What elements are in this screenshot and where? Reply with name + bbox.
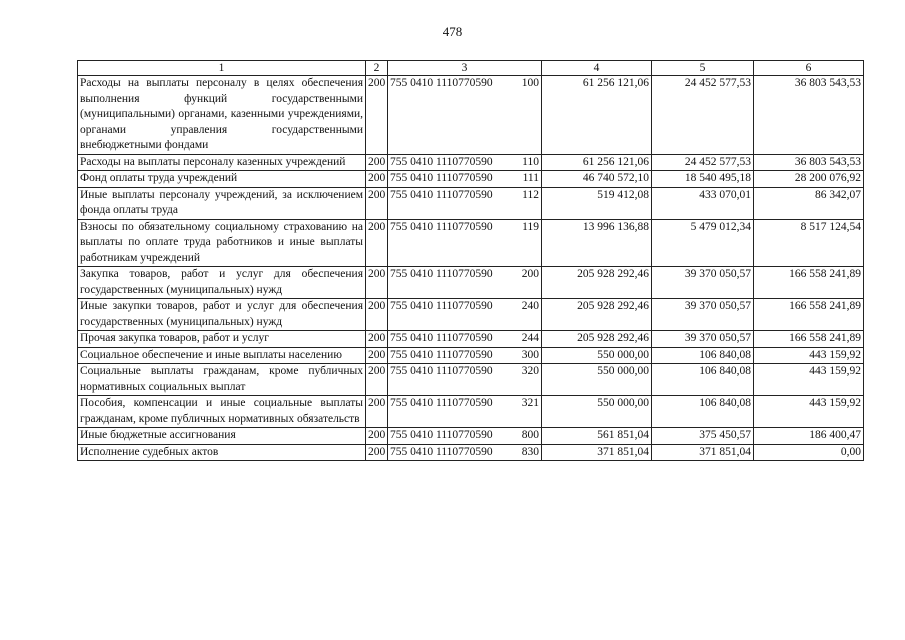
table-row — [78, 267, 864, 299]
row-unexecuted-amount: 166 558 241,89 — [754, 267, 864, 299]
row-chapter-code: 200 — [366, 76, 388, 155]
row-expense-type-code: 320 — [521, 365, 539, 377]
row-chapter-code: 200 — [366, 331, 388, 348]
row-chapter-code: 200 — [366, 187, 388, 219]
row-unexecuted-amount: 86 342,07 — [754, 187, 864, 219]
row-chapter-code: 200 — [366, 267, 388, 299]
row-approved-amount: 561 851,04 — [542, 428, 652, 445]
row-budget-code — [388, 299, 542, 331]
row-classification-code: 755 0410 1110770590 — [390, 188, 493, 201]
row-chapter-code: 200 — [366, 428, 388, 445]
row-expense-type-code: 110 — [522, 155, 539, 168]
row-name: Расходы на выплаты персоналу в целях обеспечения выполнения функций государственными (муниципальными) органами, казенными учреждениями, органами управления государственными внебюджетными фондами — [78, 76, 366, 155]
header-cell: 5 — [652, 61, 754, 76]
row-unexecuted-amount: 0,00 — [754, 444, 864, 461]
row-approved-amount: 550 000,00 — [542, 396, 652, 428]
table-row — [78, 364, 864, 396]
row-approved-amount: 519 412,08 — [542, 187, 652, 219]
row-budget-code — [388, 76, 542, 155]
row-expense-type-code: 240 — [521, 300, 539, 312]
row-approved-amount: 61 256 121,06 — [542, 154, 652, 171]
row-unexecuted-amount: 166 558 241,89 — [754, 331, 864, 348]
row-unexecuted-amount: 28 200 076,92 — [754, 171, 864, 188]
header-cell: 1 — [78, 61, 366, 76]
row-classification-code: 755 0410 1110770590 — [390, 77, 493, 89]
header-cell: 2 — [366, 61, 388, 76]
row-classification-code: 755 0410 1110770590 — [390, 365, 493, 377]
row-executed-amount: 24 452 577,53 — [652, 154, 754, 171]
row-approved-amount: 371 851,04 — [542, 444, 652, 461]
row-chapter-code: 200 — [366, 364, 388, 396]
row-budget-code — [388, 428, 542, 445]
row-approved-amount: 205 928 292,46 — [542, 267, 652, 299]
table-row — [78, 347, 864, 364]
row-budget-code — [388, 219, 542, 267]
row-budget-code — [388, 331, 542, 348]
row-budget-code — [388, 187, 542, 219]
row-name: Пособия, компенсации и иные социальные выплаты гражданам, кроме публичных нормативных обязательств — [78, 396, 366, 428]
row-classification-code: 755 0410 1110770590 — [390, 332, 493, 344]
row-name: Расходы на выплаты персоналу казенных учреждений — [78, 154, 366, 171]
row-classification-code: 755 0410 1110770590 — [390, 155, 493, 168]
table-row — [78, 187, 864, 219]
row-name: Иные выплаты персоналу учреждений, за исключением фонда оплаты труда — [78, 187, 366, 219]
row-unexecuted-amount: 443 159,92 — [754, 347, 864, 364]
row-executed-amount: 375 450,57 — [652, 428, 754, 445]
row-executed-amount: 106 840,08 — [652, 396, 754, 428]
row-expense-type-code: 244 — [521, 332, 539, 344]
row-expense-type-code: 111 — [522, 172, 539, 184]
row-name: Исполнение судебных актов — [78, 444, 366, 461]
row-unexecuted-amount: 36 803 543,53 — [754, 76, 864, 155]
row-chapter-code: 200 — [366, 396, 388, 428]
row-name: Иные закупки товаров, работ и услуг для обеспечения государственных (муниципальных) нужд — [78, 299, 366, 331]
row-executed-amount: 39 370 050,57 — [652, 299, 754, 331]
row-executed-amount: 39 370 050,57 — [652, 331, 754, 348]
row-expense-type-code: 800 — [521, 429, 539, 441]
row-chapter-code: 200 — [366, 444, 388, 461]
row-chapter-code: 200 — [366, 219, 388, 267]
row-approved-amount: 550 000,00 — [542, 364, 652, 396]
row-budget-code — [388, 154, 542, 171]
row-approved-amount: 550 000,00 — [542, 347, 652, 364]
row-classification-code: 755 0410 1110770590 — [390, 172, 493, 184]
row-executed-amount: 371 851,04 — [652, 444, 754, 461]
row-chapter-code: 200 — [366, 299, 388, 331]
row-expense-type-code: 321 — [521, 397, 539, 409]
row-unexecuted-amount: 36 803 543,53 — [754, 154, 864, 171]
header-row — [78, 61, 864, 76]
table-row — [78, 299, 864, 331]
row-executed-amount: 5 479 012,34 — [652, 219, 754, 267]
row-approved-amount: 13 996 136,88 — [542, 219, 652, 267]
header-cell: 4 — [542, 61, 652, 76]
row-approved-amount: 46 740 572,10 — [542, 171, 652, 188]
row-executed-amount: 433 070,01 — [652, 187, 754, 219]
row-name: Фонд оплаты труда учреждений — [78, 171, 366, 188]
row-chapter-code: 200 — [366, 347, 388, 364]
row-classification-code: 755 0410 1110770590 — [390, 445, 493, 458]
row-budget-code — [388, 364, 542, 396]
row-classification-code: 755 0410 1110770590 — [390, 348, 493, 361]
table-row — [78, 219, 864, 267]
row-budget-code — [388, 444, 542, 461]
row-unexecuted-amount: 186 400,47 — [754, 428, 864, 445]
row-name: Социальные выплаты гражданам, кроме публичных нормативных социальных выплат — [78, 364, 366, 396]
row-name: Закупка товаров, работ и услуг для обеспечения государственных (муниципальных) нужд — [78, 267, 366, 299]
budget-table — [77, 60, 864, 461]
header-cell: 3 — [388, 61, 542, 76]
table-row — [78, 428, 864, 445]
page-number: 478 — [442, 24, 463, 39]
header-cell: 6 — [754, 61, 864, 76]
row-name: Социальное обеспечение и иные выплаты населению — [78, 347, 366, 364]
table-row — [78, 154, 864, 171]
row-executed-amount: 106 840,08 — [652, 364, 754, 396]
row-budget-code — [388, 267, 542, 299]
row-executed-amount: 24 452 577,53 — [652, 76, 754, 155]
row-approved-amount: 205 928 292,46 — [542, 299, 652, 331]
table-row — [78, 76, 864, 155]
table-row — [78, 171, 864, 188]
row-approved-amount: 205 928 292,46 — [542, 331, 652, 348]
row-expense-type-code: 100 — [521, 77, 539, 89]
row-expense-type-code: 830 — [521, 445, 539, 458]
row-name: Иные бюджетные ассигнования — [78, 428, 366, 445]
table-row — [78, 396, 864, 428]
row-expense-type-code: 112 — [522, 188, 539, 201]
row-chapter-code: 200 — [366, 154, 388, 171]
row-classification-code: 755 0410 1110770590 — [390, 220, 493, 233]
row-expense-type-code: 300 — [521, 348, 539, 361]
row-classification-code: 755 0410 1110770590 — [390, 268, 493, 280]
row-classification-code: 755 0410 1110770590 — [390, 397, 493, 409]
row-unexecuted-amount: 443 159,92 — [754, 364, 864, 396]
row-name: Прочая закупка товаров, работ и услуг — [78, 331, 366, 348]
row-executed-amount: 106 840,08 — [652, 347, 754, 364]
row-classification-code: 755 0410 1110770590 — [390, 300, 493, 312]
table-row — [78, 331, 864, 348]
row-expense-type-code: 200 — [521, 268, 539, 280]
row-executed-amount: 18 540 495,18 — [652, 171, 754, 188]
row-expense-type-code: 119 — [522, 220, 539, 233]
row-name: Взносы по обязательному социальному страхованию на выплаты по оплате труда работников и иные выплаты работникам учреждений — [78, 219, 366, 267]
row-executed-amount: 39 370 050,57 — [652, 267, 754, 299]
row-unexecuted-amount: 443 159,92 — [754, 396, 864, 428]
row-budget-code — [388, 171, 542, 188]
row-unexecuted-amount: 8 517 124,54 — [754, 219, 864, 267]
row-chapter-code: 200 — [366, 171, 388, 188]
row-approved-amount: 61 256 121,06 — [542, 76, 652, 155]
row-budget-code — [388, 396, 542, 428]
row-classification-code: 755 0410 1110770590 — [390, 429, 493, 441]
table-row — [78, 444, 864, 461]
row-unexecuted-amount: 166 558 241,89 — [754, 299, 864, 331]
row-budget-code — [388, 347, 542, 364]
